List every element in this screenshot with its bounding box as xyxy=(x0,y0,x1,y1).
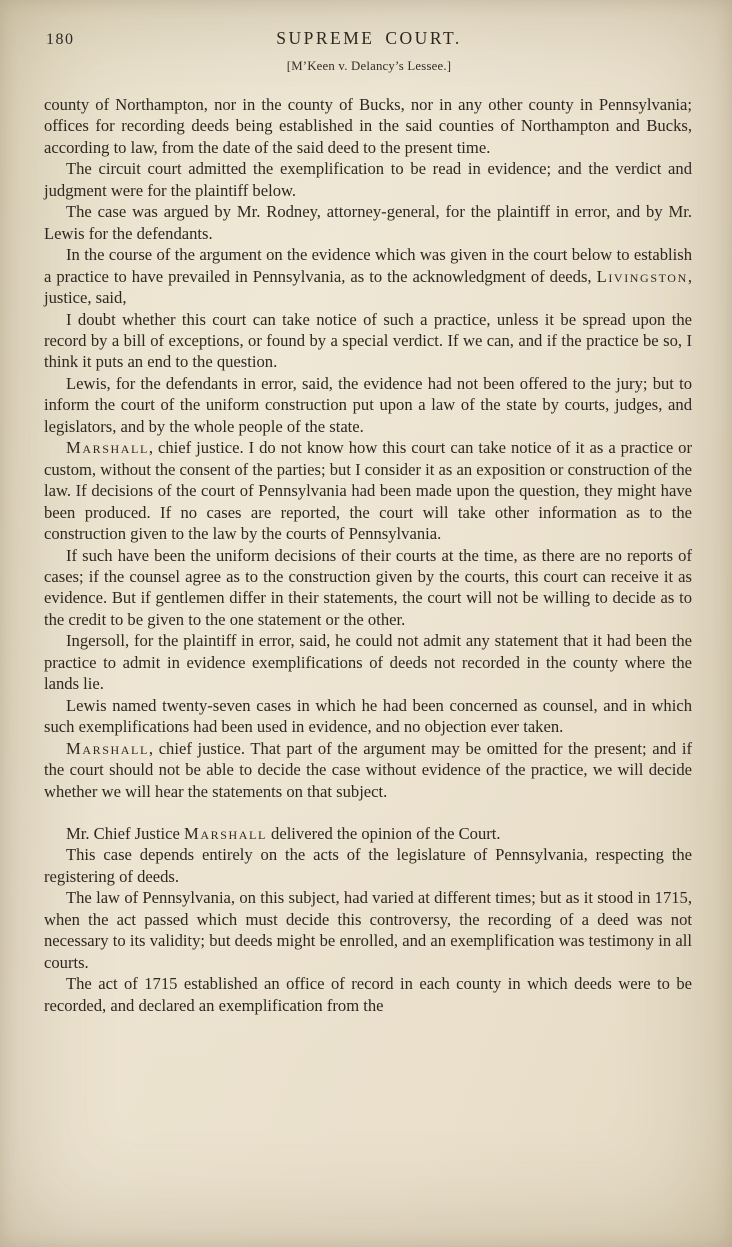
paragraph xyxy=(44,309,692,373)
paragraph xyxy=(44,973,692,1016)
body-text xyxy=(44,94,692,1016)
paragraph xyxy=(44,201,692,244)
paragraph xyxy=(44,823,692,844)
paragraph xyxy=(44,844,692,887)
justice-name-smallcaps: Marshall xyxy=(66,738,149,758)
paragraph-text: The circuit court admitted the exemplification to be read in evidence; and the verdict and judgment were for the plaintiff below. xyxy=(44,159,692,200)
paragraph xyxy=(44,545,692,631)
paragraph-text: The case was argued by Mr. Rodney, attorney-general, for the plaintiff in error, and by Mr. Lewis for the defendants. xyxy=(44,202,692,243)
paragraph-text: If such have been the uniform decisions of their courts at the time, as there are no reports of cases; if the counsel agree as to the construction given by the courts, this court can receive it as evidence. But if gentlemen differ in their statements, the court will not be willing to decide as to the credit to be given to the one statement or the other. xyxy=(44,545,692,629)
paragraph-text: I doubt whether this court can take notice of such a practice, unless it be spread upon the record by a bill of exceptions, or found by a special verdict. If we can, and if the practice be so, I think it puts an end to the question. xyxy=(44,309,692,372)
paragraph-text: The law of Pennsylvania, on this subject, had varied at different times; but as it stood in 1715, when the act passed which must decide this controversy, the recording of a deed was not necessary to its validity; but deeds might be enrolled, and an exemplification was testimony in all courts. xyxy=(44,888,692,972)
justice-name-smallcaps: Marshall xyxy=(66,438,149,458)
paragraph-text: Mr. Chief Justice xyxy=(66,823,184,843)
paragraph xyxy=(44,695,692,738)
paragraph-text: This case depends entirely on the acts of the legislature of Pennsylvania, respecting the registering of deeds. xyxy=(44,845,692,886)
paragraph-text: county of Northampton, nor in the county of Bucks, nor in any other county in Pennsylvania; offices for recording deeds being established in the said counties of Northampton and Bucks, according to law, from the date of the said deed to the present time. xyxy=(44,95,692,157)
paragraph xyxy=(44,437,692,544)
paragraph xyxy=(44,158,692,201)
paragraph-text: delivered the opinion of the Court. xyxy=(266,823,501,843)
paragraph-text: Lewis, for the defendants in error, said, the evidence had not been offered to the jury; but to inform the court of the uniform construction put upon a law of the state by courts, judges, and legislators, and by the whole people of the state. xyxy=(44,373,692,436)
paragraph xyxy=(44,630,692,694)
paragraph xyxy=(44,738,692,802)
justice-name-smallcaps: Marshall xyxy=(184,823,267,843)
running-head-title: SUPREME COURT. xyxy=(276,28,462,48)
page-header xyxy=(46,28,692,74)
paragraph xyxy=(44,94,692,158)
paragraph-text: Ingersoll, for the plaintiff in error, said, he could not admit any statement that it had been the practice to admit in evidence exemplifications of deeds not recorded in the county where the lands lie. xyxy=(44,631,692,694)
paragraph-text: , chief justice. I do not know how this court can take notice of it as a practice or custom, without the consent of the parties; but I consider it as an exposition or construction of the law. If decisions of the court of Pennsylvania had been made upon the question, they might have been produced. If no cases are reported, the court will take other information as to the construction given to the law by the courts of Pennsylvania. xyxy=(44,438,692,544)
page-number: 180 xyxy=(46,31,75,48)
paragraph xyxy=(44,373,692,437)
justice-name-smallcaps: Livingston xyxy=(596,266,688,286)
paragraph-text: In the course of the argument on the evidence which was given in the court below to establish a practice to have prevailed in Pennsylvania, as to the acknowledgment of deeds, xyxy=(44,245,692,286)
paragraph-text: , chief justice. That part of the argument may be omitted for the present; and if the court should not be able to decide the case without evidence of the practice, we will decide whether we will hear the statements on that subject. xyxy=(44,738,692,801)
paragraph xyxy=(44,244,692,308)
paragraph-text: , justice, said, xyxy=(44,266,692,308)
case-caption: [M’Keen v. Delancy’s Lessee.] xyxy=(286,59,452,73)
paragraph-text: Lewis named twenty-seven cases in which he had been concerned as counsel, and in which such exemplifications had been used in evidence, and no objection ever taken. xyxy=(44,695,692,737)
paragraph xyxy=(44,887,692,973)
paragraph-text: The act of 1715 established an office of record in each county in which deeds were to be recorded, and declared an exemplification from the xyxy=(44,974,692,1015)
